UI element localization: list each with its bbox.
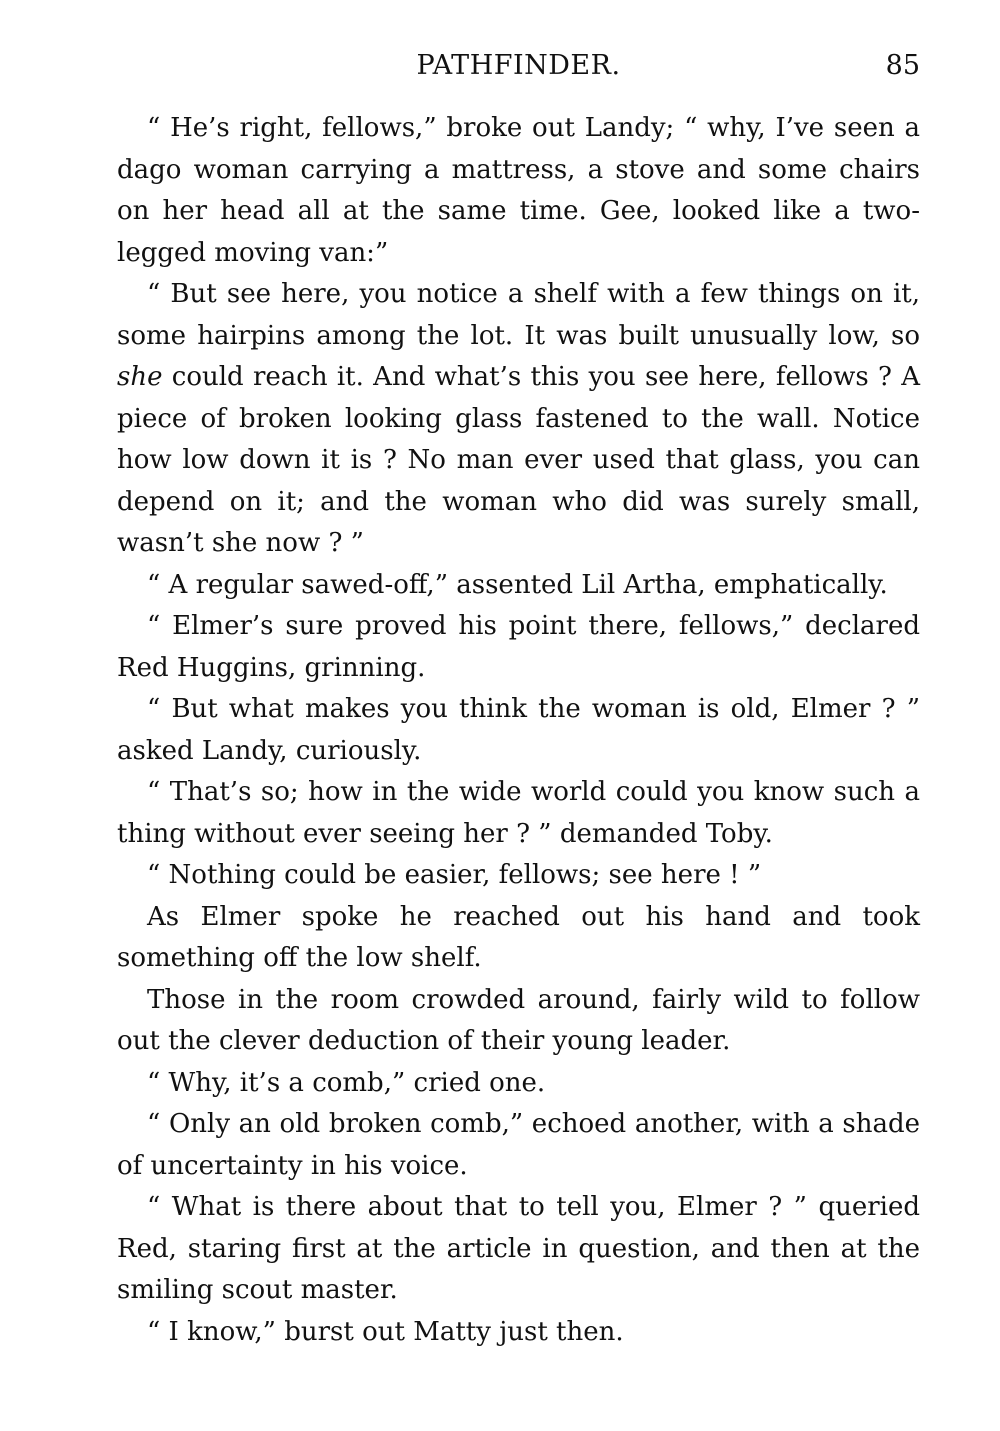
running-title: PATHFINDER. [416,50,621,81]
page-number: 85 [885,50,920,81]
paragraph-lil-artha: “ A regular sawed-off,” assented Lil Artha, emphatically. [147,569,888,600]
paragraph-landy-question: “ But what makes you think the woman is old, Elmer ? ” asked Landy, curiously. [117,694,920,766]
paragraph-red-huggins: “ Elmer’s sure proved his point there, fellows,” declared Red Huggins, grinning. [117,611,920,683]
shelf-clue-emphasis: she [117,362,163,392]
paragraph-toby-question: “ That’s so; how in the wide world could you know such a thing without ever seeing her ? ” demanded Toby. [117,777,920,849]
running-head [117,46,920,86]
paragraph-crowd: Those in the room crowded around, fairly wild to follow out the clever deduction of their young leader. [117,984,920,1056]
body-text [117,108,920,1353]
paragraph-matty: “ I know,” burst out Matty just then. [147,1316,624,1347]
shelf-clue-text-start: “ But see here, you notice a shelf with a few things on it, some hairpins among the lot. It was built unusually low, so [117,279,920,351]
paragraph-red-query: “ What is there about that to tell you, Elmer ? ” queried Red, staring first at the article in question, and then at the smiling scout master. [117,1192,920,1305]
paragraph-shelf-clue [117,274,920,565]
paragraph-landy-dago-woman: “ He’s right, fellows,” broke out Landy; “ why, I’ve seen a dago woman carrying a mattress, a stove and some chairs on her head all at the same time. Gee, looked like a two-legged moving van:” [117,113,920,268]
shelf-clue-text-end: could reach it. And what’s this you see here, fellows ? A piece of broken looking glass fastened to the wall. Notice how low down it is ? No man ever used that glass, you can depend on it; and the woman who did was surely small, wasn’t she now ? ” [117,362,920,558]
paragraph-comb: “ Why, it’s a comb,” cried one. [147,1067,546,1098]
paragraph-elmer-reaches: As Elmer spoke he reached out his hand and took something off the low shelf. [117,901,920,973]
paragraph-elmer-reply: “ Nothing could be easier, fellows; see here ! ” [147,860,762,890]
paragraph-broken-comb: “ Only an old broken comb,” echoed another, with a shade of uncertainty in his voice. [117,1109,920,1181]
